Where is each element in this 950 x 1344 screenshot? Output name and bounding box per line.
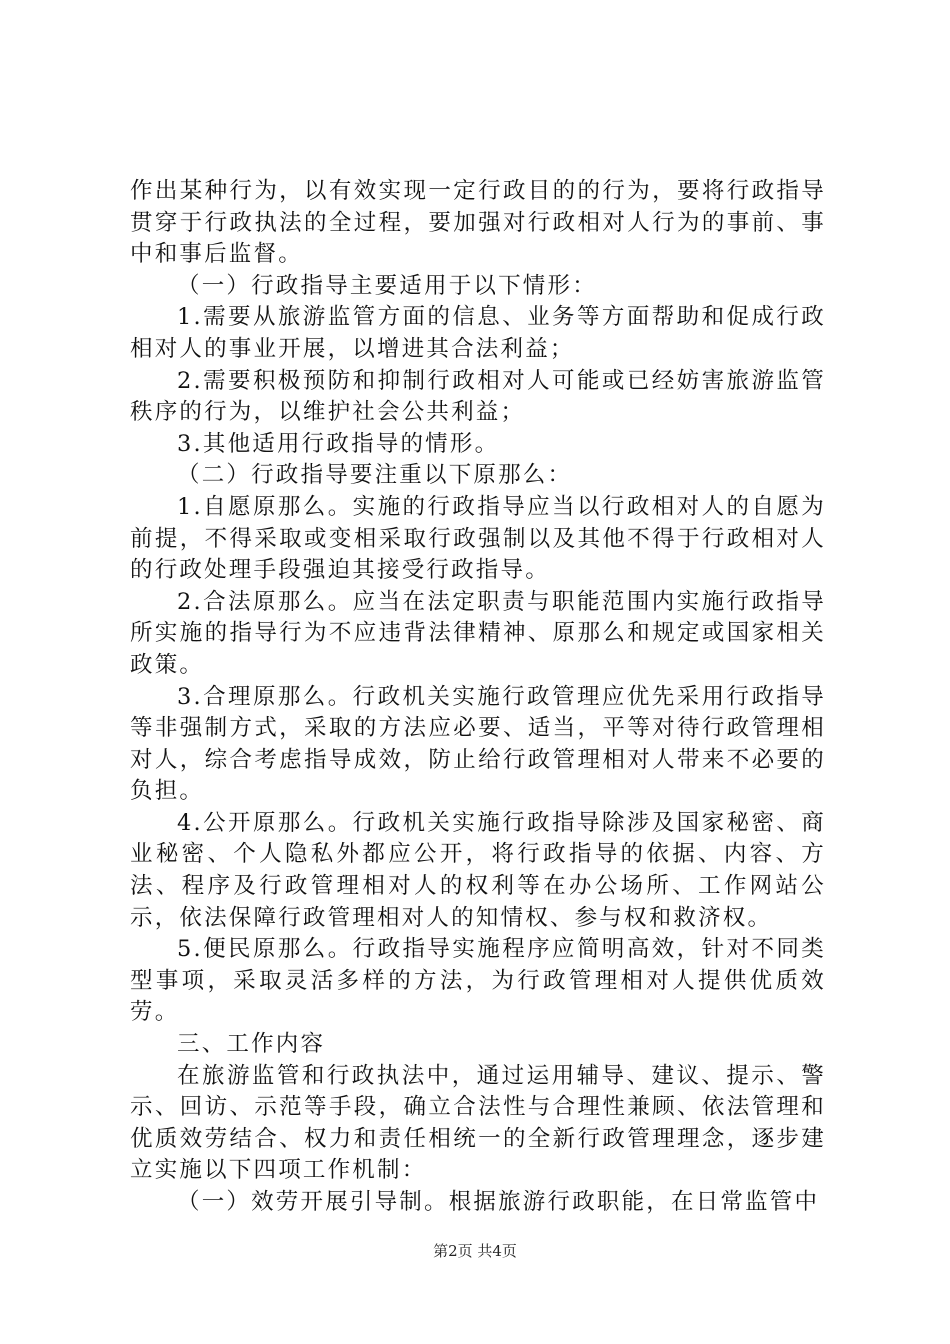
- list-item: 1.自愿原那么。实施的行政指导应当以行政相对人的自愿为前提，不得采取或变相采取行政强制以及其他不得于行政相对人的行政处理手段强迫其接受行政指导。: [130, 493, 826, 584]
- section-heading-applicable-situations: （一）行政指导主要适用于以下情形：: [177, 272, 597, 299]
- section-heading-work-content: 三、工作内容: [177, 1031, 326, 1058]
- paragraph: 在旅游监管和行政执法中，通过运用辅导、建议、提示、警示、回访、示范等手段，确立合法性与合理性兼顾、依法管理和优质效劳结合、权力和责任相统一的全新行政管理理念，逐步建立实施以下四项工作机制：: [130, 1062, 826, 1184]
- list-item: 2.合法原那么。应当在法定职责与职能范围内实施行政指导所实施的指导行为不应违背法律精神、原那么和规定或国家相关政策。: [130, 588, 826, 678]
- list-item: 3.合理原那么。行政机关实施行政管理应优先采用行政指导等非强制方式，采取的方法应必要、适当，平等对待行政管理相对人，综合考虑指导成效，防止给行政管理相对人带来不必要的负担。: [130, 683, 826, 805]
- list-item: 4.公开原那么。行政机关实施行政指导除涉及国家秘密、商业秘密、个人隐私外都应公开，将行政指导的依据、内容、方法、程序及行政管理相对人的权利等在办公场所、工作网站公示，依法保障行政管理相对人的知情权、参与权和救济权。: [130, 809, 826, 931]
- document-body: [130, 176, 826, 1219]
- page-number-footer: 第2页 共4页: [433, 1242, 517, 1260]
- list-item: 3.其他适用行政指导的情形。: [177, 430, 500, 457]
- list-item: 1.需要从旅游监管方面的信息、业务等方面帮助和促成行政相对人的事业开展，以增进其合法利益；: [130, 304, 826, 362]
- section-heading-principles: （二）行政指导要注重以下原那么：: [177, 462, 573, 489]
- paragraph-continuation: 作出某种行为，以有效实现一定行政目的的行为，要将行政指导贯穿于行政执法的全过程，要加强对行政相对人行为的事前、事中和事后监督。: [130, 178, 826, 268]
- list-item: 5.便民原那么。行政指导实施程序应简明高效，针对不同类型事项，采取灵活多样的方法，为行政管理相对人提供优质效劳。: [130, 936, 826, 1026]
- list-item: 2.需要积极预防和抑制行政相对人可能或已经妨害旅游监管秩序的行为，以维护社会公共利益；: [130, 367, 826, 426]
- paragraph: （一）效劳开展引导制。根据旅游行政职能，在日常监管中: [177, 1189, 820, 1215]
